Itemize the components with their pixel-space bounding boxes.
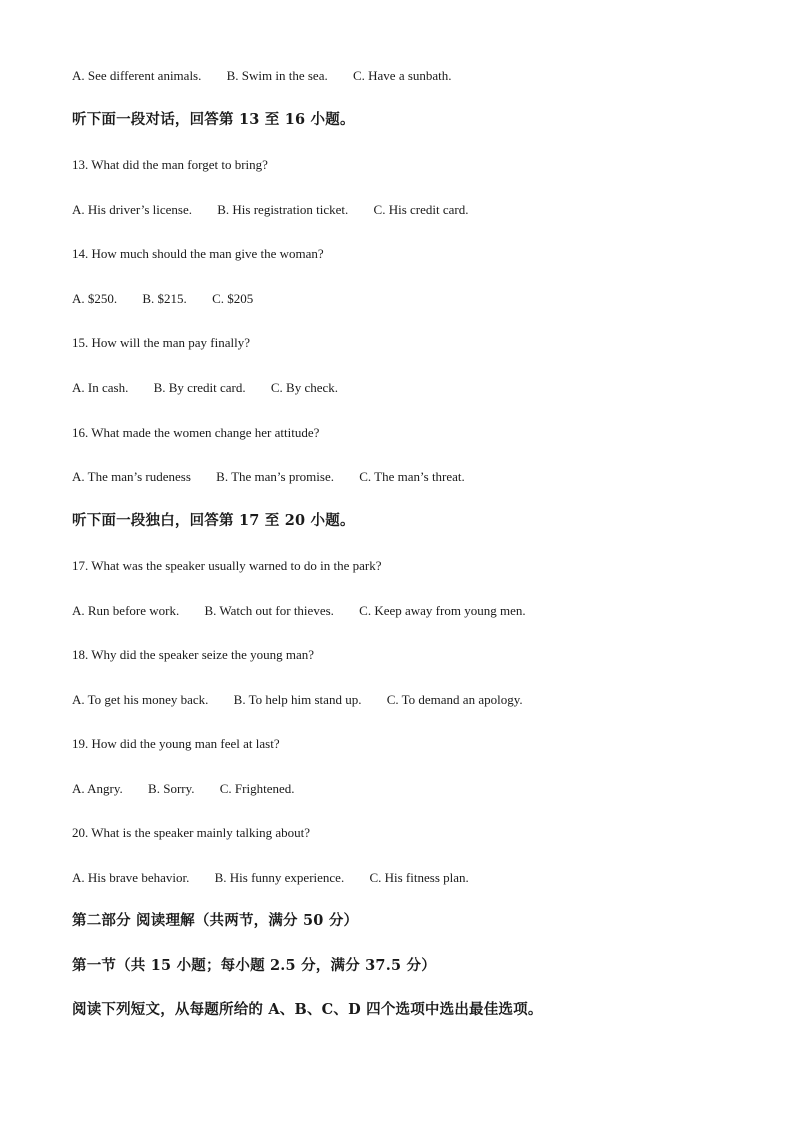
option-c: C. His credit card. xyxy=(373,202,469,217)
question-16-options xyxy=(72,469,754,485)
option-b: B. Sorry. xyxy=(148,781,195,796)
option-a: A. $250. xyxy=(72,291,118,306)
option-b: B. Watch out for thieves. xyxy=(204,603,334,618)
option-a: A. The man’s rudeness xyxy=(72,469,191,484)
option-b: B. To help him stand up. xyxy=(233,692,362,707)
part-two-title: 第二部分 阅读理解（共两节，满分 50 分） xyxy=(72,912,359,929)
question-14-stem: 14. How much should the man give the woman? xyxy=(72,246,324,261)
option-a: A. In cash. xyxy=(72,380,129,395)
reading-instruction: 阅读下列短文，从每题所给的 A、B、C、D 四个选项中选出最佳选项。 xyxy=(72,1001,543,1018)
option-a: A. Angry. xyxy=(72,781,123,796)
question-15-stem: 15. How will the man pay finally? xyxy=(72,335,250,350)
q12-options xyxy=(72,68,754,84)
question-13-options xyxy=(72,202,754,218)
question-20-options xyxy=(72,870,754,886)
question-14-options xyxy=(72,291,754,307)
option-b: B. The man’s promise. xyxy=(216,469,334,484)
option-c: C. Have a sunbath. xyxy=(352,68,452,83)
option-b: B. By credit card. xyxy=(153,380,246,395)
question-13-stem: 13. What did the man forget to bring? xyxy=(72,157,268,172)
question-18-options xyxy=(72,692,754,708)
option-a: A. His brave behavior. xyxy=(72,870,190,885)
option-a: A. To get his money back. xyxy=(72,692,209,707)
question-18-stem: 18. Why did the speaker seize the young man? xyxy=(72,647,314,662)
section-heading-monologue: 听下面一段独白，回答第 17 至 20 小题。 xyxy=(72,512,355,529)
question-16-stem: 16. What made the women change her attitude? xyxy=(72,425,320,440)
option-c: C. By check. xyxy=(270,380,339,395)
question-19-stem: 19. How did the young man feel at last? xyxy=(72,736,280,751)
question-15-options xyxy=(72,380,754,396)
option-c: C. His fitness plan. xyxy=(369,870,469,885)
question-17-options xyxy=(72,603,754,619)
question-19-options xyxy=(72,781,754,797)
section-one-title: 第一节（共 15 小题；每小题 2.5 分，满分 37.5 分） xyxy=(72,957,436,974)
option-c: C. To demand an apology. xyxy=(386,692,523,707)
option-a: A. See different animals. xyxy=(72,68,202,83)
option-b: B. $215. xyxy=(142,291,187,306)
question-17-stem: 17. What was the speaker usually warned to do in the park? xyxy=(72,558,382,573)
option-c: C. $205 xyxy=(212,291,254,306)
option-a: A. His driver’s license. xyxy=(72,202,192,217)
option-c: C. Keep away from young men. xyxy=(359,603,526,618)
question-20-stem: 20. What is the speaker mainly talking about? xyxy=(72,825,311,840)
option-b: B. His funny experience. xyxy=(214,870,345,885)
option-c: C. Frightened. xyxy=(219,781,295,796)
option-a: A. Run before work. xyxy=(72,603,180,618)
option-b: B. Swim in the sea. xyxy=(226,68,328,83)
option-c: C. The man’s threat. xyxy=(359,469,465,484)
section-heading-dialogue: 听下面一段对话，回答第 13 至 16 小题。 xyxy=(72,111,355,128)
option-b: B. His registration ticket. xyxy=(217,202,349,217)
